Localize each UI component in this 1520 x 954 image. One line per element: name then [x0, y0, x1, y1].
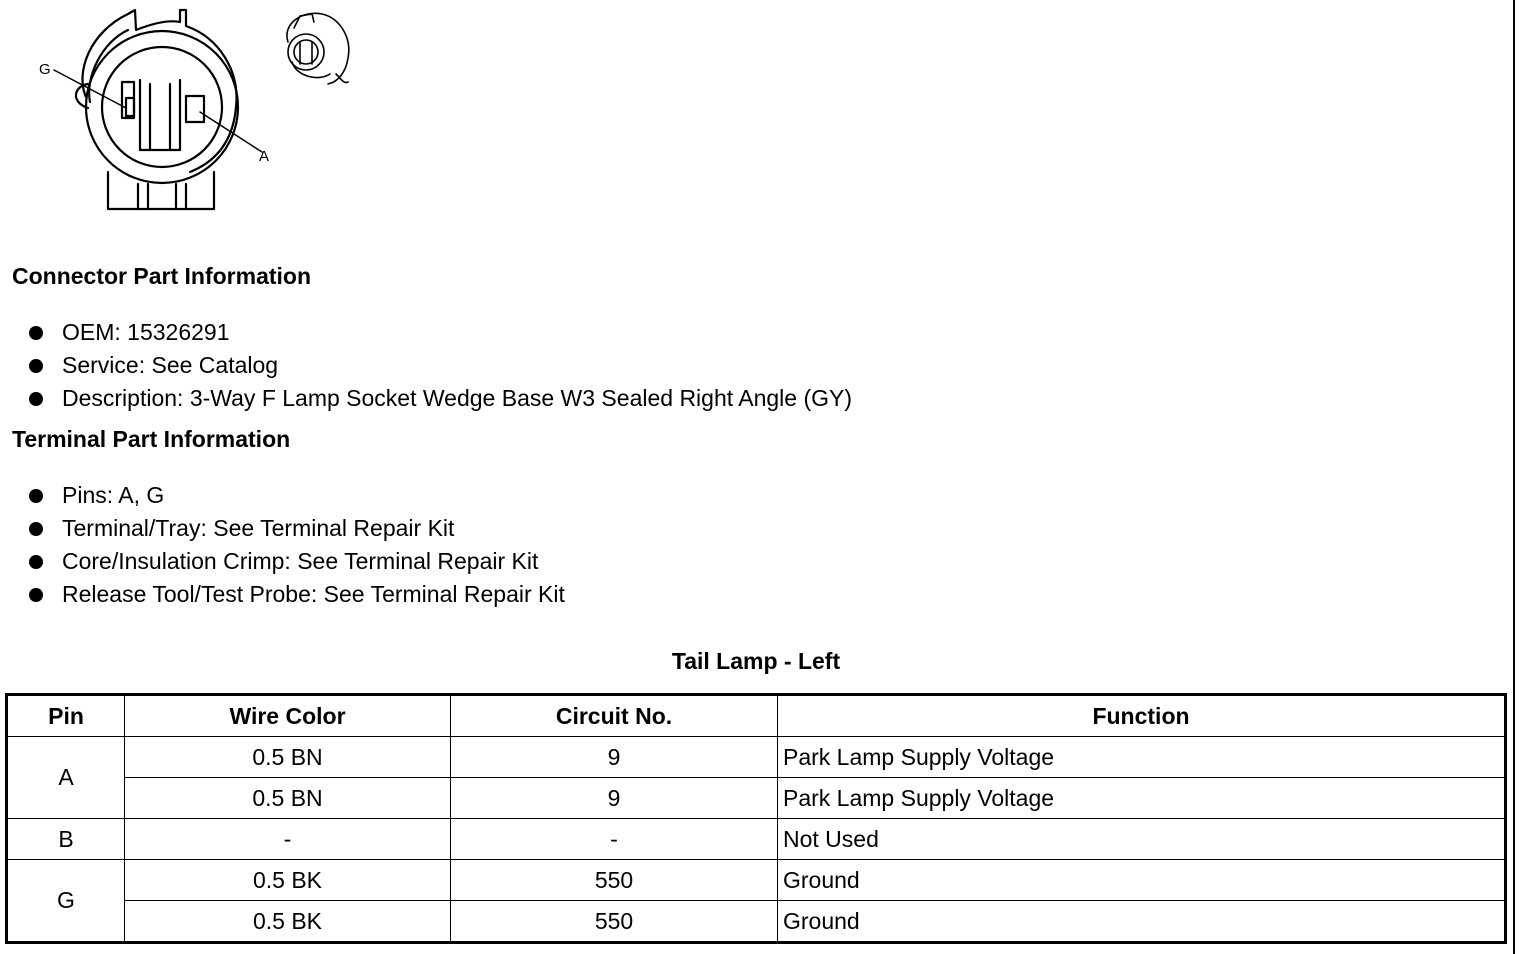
table-row [7, 778, 1506, 819]
list-item: Service: See Catalog [26, 349, 852, 382]
header-wire-color: Wire Color [125, 695, 451, 737]
bullet-icon [29, 555, 43, 569]
bullet-icon [29, 392, 43, 406]
table-header-row [7, 695, 1506, 737]
pin-a-label: A [259, 148, 270, 165]
bullet-icon [29, 522, 43, 536]
pin-cell: G [7, 860, 125, 943]
pin-g-label: G [39, 61, 51, 78]
wire-color-cell: 0.5 BN [125, 778, 451, 819]
circuit-cell: 9 [451, 737, 778, 778]
function-cell: Park Lamp Supply Voltage [778, 778, 1506, 819]
bullet-icon [29, 588, 43, 602]
pin-cell: B [7, 819, 125, 860]
table-title: Tail Lamp - Left [671, 648, 841, 674]
list-item: OEM: 15326291 [26, 316, 852, 349]
table-row [7, 819, 1506, 860]
header-circuit-no: Circuit No. [451, 695, 778, 737]
table-row [7, 901, 1506, 943]
terminal-part-info-heading: Terminal Part Information [12, 426, 291, 452]
function-cell: Ground [778, 860, 1506, 901]
bullet-icon [29, 489, 43, 503]
terminal-part-info-list [26, 479, 565, 611]
wire-color-cell: - [125, 819, 451, 860]
connector-part-info-heading: Connector Part Information [12, 263, 312, 289]
page-right-border [1513, 0, 1515, 954]
table-row [7, 737, 1506, 778]
pin-cell: A [7, 737, 125, 819]
wire-color-cell: 0.5 BK [125, 901, 451, 943]
function-cell: Ground [778, 901, 1506, 943]
connector-diagram [30, 2, 370, 217]
bullet-icon [29, 359, 43, 373]
pin-table [5, 693, 1507, 944]
connector-part-info-list [26, 316, 852, 415]
bullet-icon [29, 326, 43, 340]
header-pin: Pin [7, 695, 125, 737]
circuit-cell: 550 [451, 860, 778, 901]
circuit-cell: 550 [451, 901, 778, 943]
wire-color-cell: 0.5 BN [125, 737, 451, 778]
list-item: Terminal/Tray: See Terminal Repair Kit [26, 512, 565, 545]
circuit-cell: - [451, 819, 778, 860]
list-item: Description: 3-Way F Lamp Socket Wedge Base W3 Sealed Right Angle (GY) [26, 382, 852, 415]
list-item: Pins: A, G [26, 479, 565, 512]
table-row [7, 860, 1506, 901]
circuit-cell: 9 [451, 778, 778, 819]
list-item: Release Tool/Test Probe: See Terminal Repair Kit [26, 578, 565, 611]
list-item: Core/Insulation Crimp: See Terminal Repair Kit [26, 545, 565, 578]
function-cell: Not Used [778, 819, 1506, 860]
wire-color-cell: 0.5 BK [125, 860, 451, 901]
header-function: Function [778, 695, 1506, 737]
function-cell: Park Lamp Supply Voltage [778, 737, 1506, 778]
